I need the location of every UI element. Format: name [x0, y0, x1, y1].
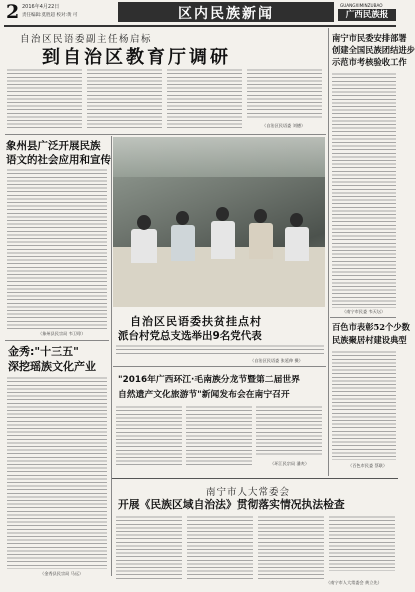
lead-kicker: 自治区民语委副主任杨启标: [20, 34, 153, 45]
right-headline-2a: 百色市表彰52个少数: [332, 322, 410, 332]
rule-bottom: [112, 478, 398, 479]
story-c-headline-1: "2016年广西环江·毛南族分龙节暨第二届世界: [118, 375, 300, 385]
bottom-credit: （南宁市人大常委会 黄立先）: [326, 580, 382, 585]
editors-line: 责任编辑:莫胜超 校对:黄 可: [22, 13, 78, 18]
story-a-credit: （象州县民宗局 韦卫琼）: [38, 331, 86, 336]
story-b-kicker-quote: "十三五": [34, 345, 79, 358]
brand-logo: 广西民族报: [338, 9, 396, 21]
bottom-body-col1: [116, 515, 182, 579]
story-c-credit: （环江民宗局 潘麦）: [270, 461, 310, 466]
right-headline-3: 示范市考核验收工作: [332, 57, 407, 67]
section-title: 区内民族新闻: [178, 6, 274, 22]
lead-headline: 到自治区教育厅调研: [42, 47, 231, 68]
masthead: [0, 0, 400, 28]
right-body-2: [332, 350, 396, 460]
rule-a: [5, 340, 109, 341]
photo-caption-headline-2: 派台村党总支选举出9名党代表: [118, 330, 262, 342]
bottom-body-col2: [187, 515, 253, 579]
right-credit-1: （南宁市民委 韦天坛）: [342, 309, 386, 314]
bottom-body-col4: [329, 515, 395, 571]
issue-date: 2016年4月22日: [22, 4, 60, 10]
story-b-headline: 深挖瑶族文化产业: [8, 360, 96, 373]
news-photo: [113, 137, 325, 307]
photo-caption-credit: （自治区民语委 张延伸 摄）: [250, 358, 303, 363]
story-c-body-col1: [116, 405, 182, 467]
rule-right: [330, 317, 396, 318]
photo-caption-body: [116, 344, 324, 356]
masthead-rule: [4, 25, 396, 27]
right-headline-1: 南宁市民委安排部署: [332, 33, 407, 43]
photo-caption-headline-1: 自治区民语委扶贫挂点村: [130, 315, 262, 328]
story-a-headline-1: 象州县广泛开展民族: [6, 140, 101, 152]
brand-en: GUANGXIMINZUBAO: [340, 3, 383, 8]
story-b-body: [7, 376, 107, 569]
right-headline-2b: 民族聚居村建设典型: [332, 335, 407, 345]
rule-lead: [5, 134, 326, 135]
story-c-body-col2: [186, 405, 252, 467]
bottom-headline: 开展《民族区域自治法》贯彻落实情况执法检查: [118, 498, 345, 511]
page-number: 2: [6, 1, 20, 23]
col-divider-left: [111, 136, 112, 576]
story-a-body: [7, 168, 107, 330]
story-b-kicker-label: 金秀:: [8, 345, 35, 358]
right-headline-2: 创建全国民族团结进步: [332, 45, 415, 55]
story-c-headline-2: 自然遗产文化旅游节"新闻发布会在南宁召开: [118, 390, 290, 400]
bottom-kicker: 南宁市人大常委会: [206, 487, 291, 498]
story-b-credit: （金秀县民宗局 马远）: [40, 571, 84, 576]
lead-body-col2: [87, 68, 162, 130]
right-credit-2: （百色市民委 蔡联）: [348, 463, 388, 468]
story-b-kicker: [8, 343, 79, 359]
story-c-body-col3: [256, 405, 322, 457]
story-a-headline-2: 语文的社会应用和宣传: [6, 154, 111, 166]
lead-body-col4: [247, 68, 322, 120]
lead-credit: （自治区民语委 刘德）: [262, 123, 306, 128]
right-body-1: [332, 72, 396, 308]
lead-body-col1: [7, 68, 82, 130]
rule-photo: [113, 366, 326, 367]
lead-body-col3: [167, 68, 242, 130]
col-divider-right: [328, 28, 329, 476]
bottom-body-col3: [258, 515, 324, 579]
